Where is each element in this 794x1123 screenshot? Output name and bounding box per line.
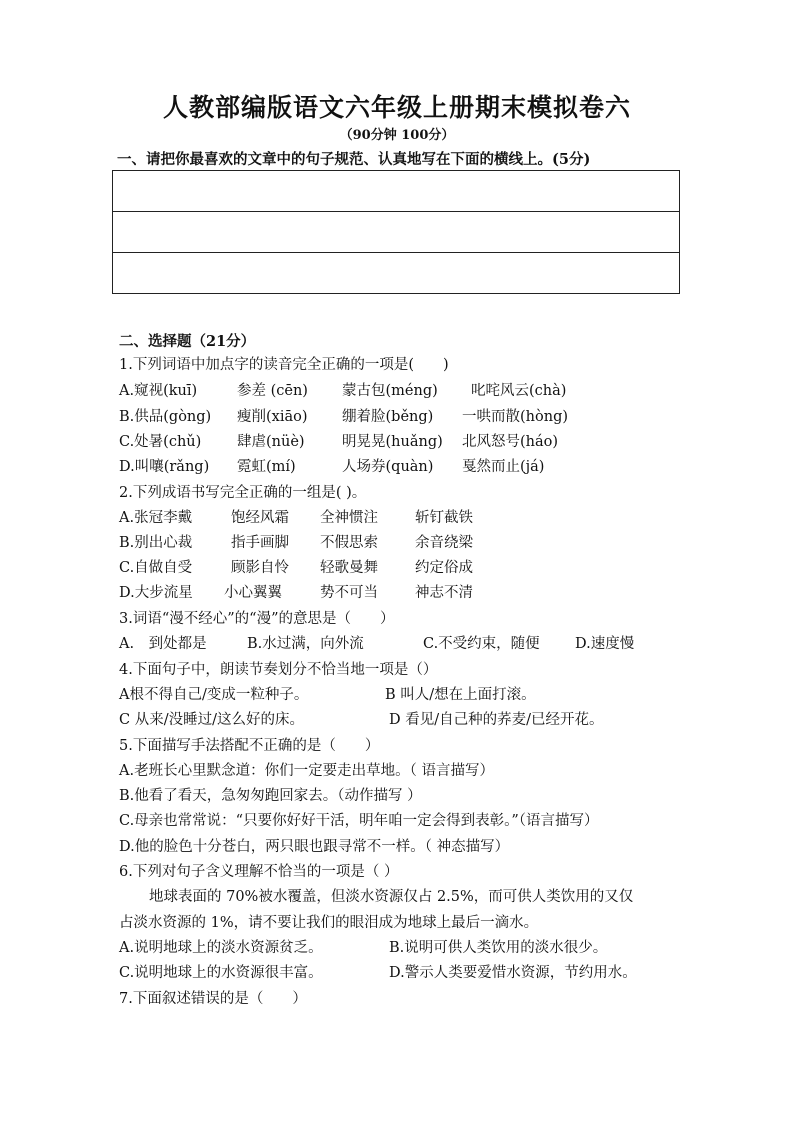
writing-line [113, 252, 679, 253]
q3-option: A. 到处都是 [119, 636, 207, 652]
q1-option: 明晃晃(huǎng) [342, 434, 443, 450]
writing-line [113, 211, 679, 212]
q5-option: B.他看了看天，急匆匆跑回家去。（动作描写 ） [119, 788, 422, 804]
q7-stem: 7.下面叙述错误的是（ ） [119, 991, 307, 1007]
q2-option: 全神惯注 [320, 510, 378, 526]
q1-option: 戛然而止(já) [462, 459, 545, 475]
q3-option: D.速度慢 [575, 636, 635, 652]
q1-option: 肆虐(nüè) [237, 434, 305, 450]
q2-option: 饱经风霜 [231, 510, 289, 526]
q2-option: 余音绕梁 [415, 535, 473, 551]
q2-option: 势不可当 [320, 585, 378, 601]
q1-option: 一哄而散(hòng) [462, 409, 569, 425]
q1-option: 霓虹(mí) [237, 459, 296, 475]
q1-option: 瘦削(xiāo) [237, 409, 308, 425]
q3-option: C.不受约束，随便 [423, 636, 540, 652]
q3-stem: 3.词语“漫不经心”的“漫”的意思是（ ） [119, 611, 395, 627]
q6-stem: 6.下列对句子含义理解不恰当的一项是（ ） [119, 864, 399, 880]
q6-option: D.警示人类要爱惜水资源，节约用水。 [389, 965, 637, 981]
q6-option: C.说明地球上的水资源很丰富。 [119, 965, 323, 981]
q1-option: 叱咤风云(chà) [471, 383, 567, 399]
section2-heading: 二、选择题（21分） [119, 333, 256, 350]
q4-option: A根不得自己/变成一粒种子。 [119, 687, 309, 703]
q1-option: 北风怒号(háo) [462, 434, 559, 450]
q1-option: C.处暑(chǔ) [119, 434, 202, 450]
q4-option: D 看见/自己种的荞麦/已经开花。 [389, 712, 604, 728]
q6-option: A.说明地球上的淡水资源贫乏。 [119, 940, 323, 956]
q2-option: A.张冠李戴 [119, 510, 193, 526]
q6-option: B.说明可供人类饮用的淡水很少。 [389, 940, 608, 956]
q1-option: D.叫嚷(rǎng) [119, 459, 210, 475]
q2-option: D.大步流星 [119, 585, 193, 601]
q1-option: 绷着脸(běng) [342, 409, 434, 425]
q2-option: 轻歌曼舞 [320, 560, 378, 576]
q5-option: C.母亲也常常说：“只要你好好干活，明年咱一定会得到表彰。”（语言描写） [119, 813, 599, 829]
q5-option: D.他的脸色十分苍白，两只眼也跟寻常不一样。（ 神态描写） [119, 839, 510, 855]
q1-option: 参差 (cēn) [237, 383, 308, 399]
q4-option: B 叫人/想在上面打滚。 [385, 687, 536, 703]
q1-option: 人场券(quàn) [342, 459, 434, 475]
q2-option: 不假思索 [320, 535, 378, 551]
q5-option: A.老班长心里默念道：你们一定要走出草地。（ 语言描写） [119, 763, 494, 779]
q3-option: B.水过满，向外流 [247, 636, 364, 652]
exam-time-score: （90分钟 100分） [339, 128, 455, 143]
page-title: 人教部编版语文六年级上册期末模拟卷六 [162, 93, 631, 122]
q2-option: 指手画脚 [231, 535, 289, 551]
q4-option: C 从来/没睡过/这么好的床。 [119, 712, 304, 728]
q1-option: A.窥视(kuī) [119, 383, 198, 399]
q2-option: 约定俗成 [415, 560, 473, 576]
writing-box[interactable] [112, 170, 680, 294]
section1-heading: 一、请把你最喜欢的文章中的句子规范、认真地写在下面的横线上。(5分) [117, 151, 591, 168]
q6-passage-line: 占淡水资源的 1%，请不要让我们的眼泪成为地球上最后一滴水。 [119, 915, 539, 931]
q2-stem: 2.下列成语书写完全正确的一组是( )。 [119, 485, 367, 501]
q1-option: 蒙古包(méng) [342, 383, 438, 399]
q4-stem: 4.下面句子中，朗读节奏划分不恰当地一项是（） [119, 662, 438, 678]
q2-option: B.别出心裁 [119, 535, 193, 551]
q1-stem: 1.下列词语中加点字的读音完全正确的一项是( ) [119, 357, 449, 373]
q6-passage-line: 地球表面的 70%被水覆盖，但淡水资源仅占 2.5%，而可供人类饮用的又仅 [149, 889, 634, 905]
q5-stem: 5.下面描写手法搭配不正确的是（ ） [119, 738, 380, 754]
q2-option: C.自做自受 [119, 560, 193, 576]
q2-option: 神志不清 [415, 585, 473, 601]
q2-option: 顾影自怜 [231, 560, 289, 576]
q2-option: 小心翼翼 [224, 585, 282, 601]
q1-option: B.供品(gòng) [119, 409, 212, 425]
q2-option: 斩钉截铁 [415, 510, 473, 526]
